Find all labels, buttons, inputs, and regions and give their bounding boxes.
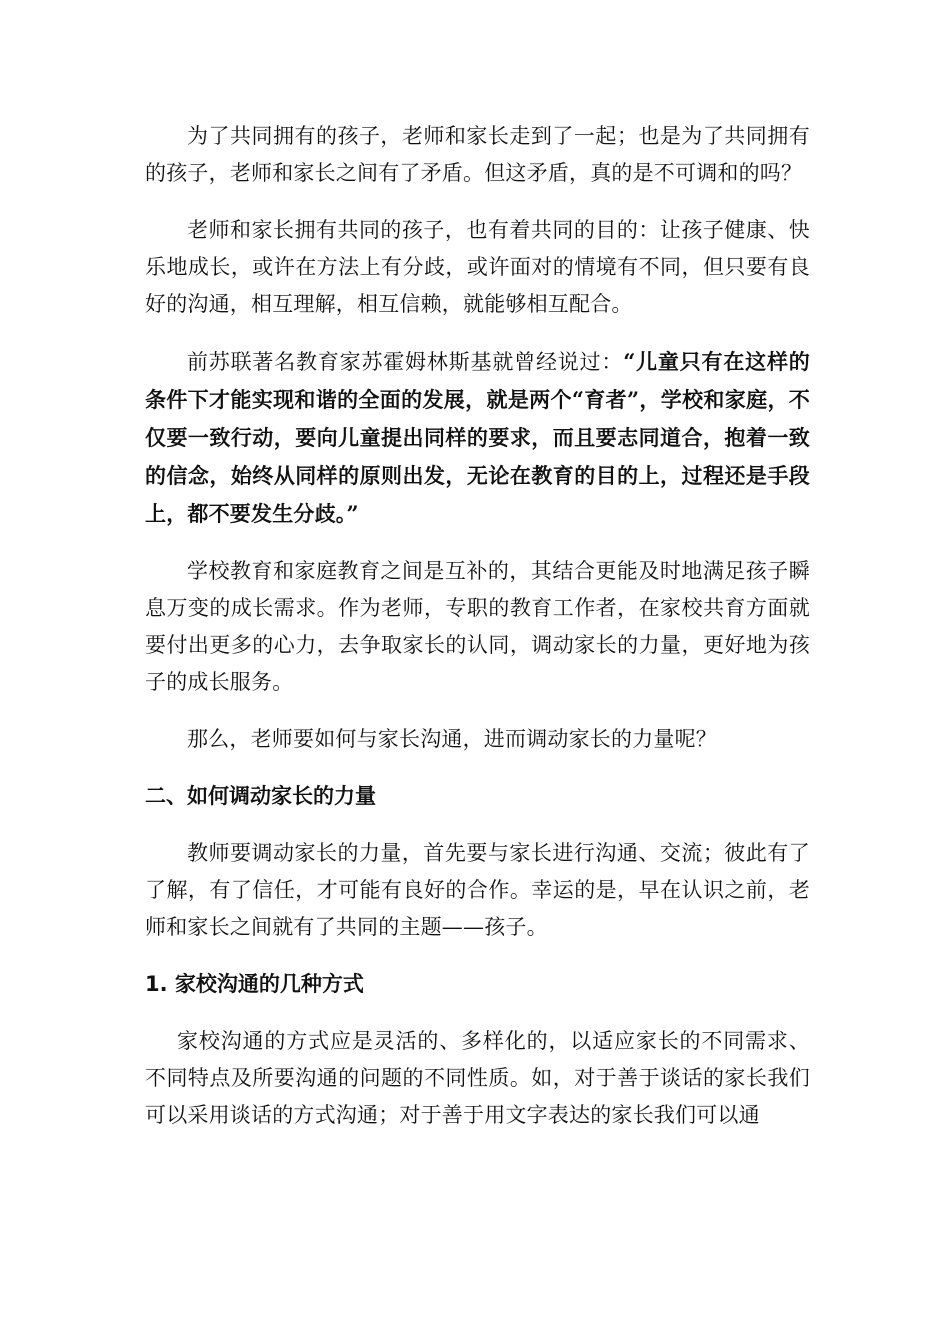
paragraph-communication: 教师要调动家长的力量，首先要与家长进行沟通、交流；彼此有了了解，有了信任，才可能有良好的合作。幸运的是，早在认识之前，老师和家长之间就有了共同的主题——孩子。: [145, 841, 810, 939]
paragraph-shared-child: 为了共同拥有的孩子，老师和家长走到了一起；也是为了共同拥有的孩子，老师和家长之间有了矛盾。但这矛盾，真的是不可调和的吗？: [145, 124, 810, 185]
section-heading: 二、如何调动家长的力量: [145, 784, 376, 808]
subsection-heading: 1. 家校沟通的几种方式: [145, 972, 364, 996]
paragraph-sukhomlinsky-quote: [145, 343, 810, 533]
paragraph-complementary-education: 学校教育和家庭教育之间是互补的，其结合更能及时地满足孩子瞬息万变的成长需求。作为老师，专职的教育工作者，在家校共育方面就要付出更多的心力，去争取家长的认同，调动家长的力量，更好地为孩子的成长服务。: [145, 559, 810, 694]
document-page: [145, 118, 810, 1134]
paragraph-shared-goal: 老师和家长拥有共同的孩子，也有着共同的目的：让孩子健康、快乐地成长，或许在方法上有分歧，或许面对的情境有不同，但只要有良好的沟通，相互理解，相互信赖，就能够相互配合。: [145, 218, 810, 316]
paragraph-communication-methods: 家校沟通的方式应是灵活的、多样化的，以适应家长的不同需求、不同特点及所要沟通的问题的不同性质。如，对于善于谈话的家长我们可以采用谈话的方式沟通；对于善于用文字表达的家长我们可以通: [145, 1029, 810, 1127]
quote-intro: 前苏联著名教育家苏霍姆林斯基就曾经说过：: [187, 350, 624, 374]
quote-text: “儿童只有在这样的条件下才能实现和谐的全面的发展，就是两个“育者”，学校和家庭，不仅要一致行动，要向儿童提出同样的要求，而且要志同道合，抱着一致的信念，始终从同样的原则出发，无论在教育的目的上，过程还是手段上，都不要发生分歧。”: [145, 349, 811, 526]
paragraph-question: 那么，老师要如何与家长沟通，进而调动家长的力量呢？: [187, 727, 717, 751]
